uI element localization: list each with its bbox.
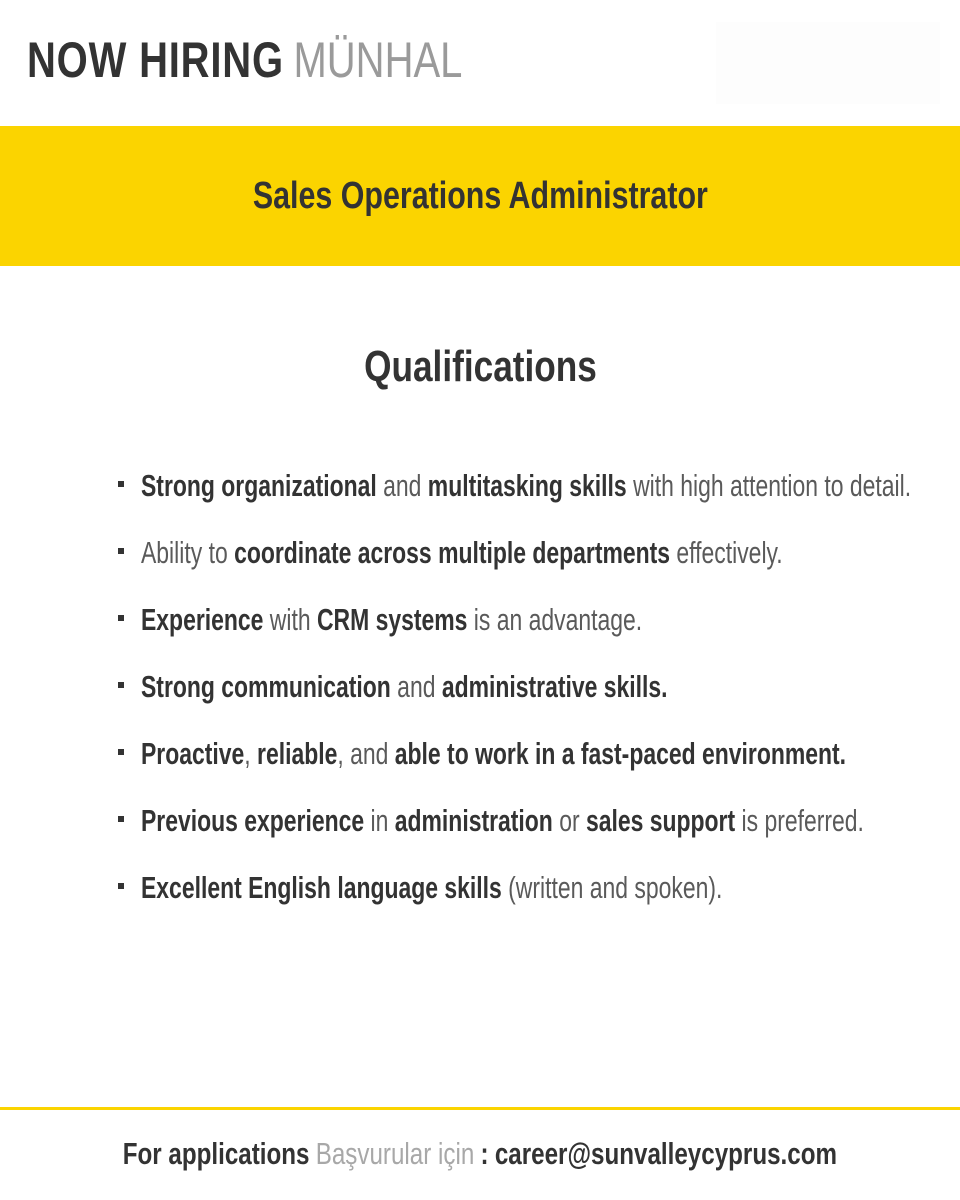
emphasis-text: coordinate across multiple departments — [234, 535, 671, 570]
list-item-text — [141, 797, 864, 845]
emphasis-text: reliable — [257, 736, 338, 771]
emphasis-text: CRM systems — [316, 602, 468, 637]
plain-text: , — [244, 736, 258, 771]
header — [0, 0, 960, 126]
now-hiring-label: NOW HIRING — [27, 32, 284, 88]
for-applications-label: For applications — [122, 1136, 310, 1171]
plain-text: is preferred. — [735, 803, 864, 838]
plain-text: Ability to — [141, 535, 235, 570]
application-email[interactable]: career@sunvalleycyprus.com — [494, 1136, 838, 1171]
plain-text: , and — [337, 736, 395, 771]
plain-text: with high attention to detail. — [626, 468, 912, 503]
list-item — [0, 864, 960, 912]
qualifications-heading-text: Qualifications — [363, 342, 597, 391]
plain-text: effectively. — [670, 535, 783, 570]
plain-text: and — [376, 468, 428, 503]
list-item-text — [141, 730, 846, 778]
emphasis-text: Strong communication — [141, 669, 391, 704]
emphasis-text: Previous experience — [141, 803, 365, 838]
list-item — [0, 663, 960, 711]
plain-text: is an advantage. — [467, 602, 643, 637]
emphasis-text: sales support — [585, 803, 736, 838]
list-item-text — [141, 663, 668, 711]
bullet-icon — [118, 816, 124, 822]
bullet-icon — [118, 481, 124, 487]
emphasis-text: able to work in a fast-paced environment. — [394, 736, 847, 771]
plain-text: in — [364, 803, 395, 838]
qualifications-heading — [0, 334, 960, 400]
footer-separator: : — [480, 1136, 489, 1171]
bullet-icon — [118, 682, 124, 688]
bullet-icon — [118, 615, 124, 621]
plain-text: or — [552, 803, 586, 838]
now-hiring-label-tr: MÜNHAL — [293, 32, 463, 88]
footer-divider — [0, 1107, 960, 1110]
logo-placeholder — [716, 22, 940, 104]
list-item-text — [141, 529, 783, 577]
job-title-banner — [0, 126, 960, 266]
emphasis-text: Strong organizational — [141, 468, 377, 503]
bullet-icon — [118, 548, 124, 554]
plain-text: with — [263, 602, 317, 637]
list-item — [0, 596, 960, 644]
list-item — [0, 529, 960, 577]
bullet-icon — [118, 749, 124, 755]
emphasis-text: administration — [394, 803, 553, 838]
list-item — [0, 462, 960, 510]
job-title: Sales Operations Administrator — [252, 174, 708, 217]
plain-text: and — [390, 669, 442, 704]
list-item-text — [141, 864, 722, 912]
list-item-text — [141, 596, 642, 644]
emphasis-text: multitasking skills — [427, 468, 627, 503]
footer — [0, 1130, 960, 1178]
footer-line — [123, 1130, 837, 1178]
emphasis-text: Excellent English language skills — [141, 870, 502, 905]
emphasis-text: Proactive — [141, 736, 245, 771]
for-applications-label-tr: Başvurular için — [315, 1136, 475, 1171]
list-item-text — [141, 462, 911, 510]
now-hiring-title — [27, 30, 462, 90]
bullet-icon — [118, 883, 124, 889]
plain-text: (written and spoken). — [501, 870, 723, 905]
list-item — [0, 730, 960, 778]
emphasis-text: administrative skills. — [441, 669, 668, 704]
list-item — [0, 797, 960, 845]
emphasis-text: Experience — [141, 602, 264, 637]
